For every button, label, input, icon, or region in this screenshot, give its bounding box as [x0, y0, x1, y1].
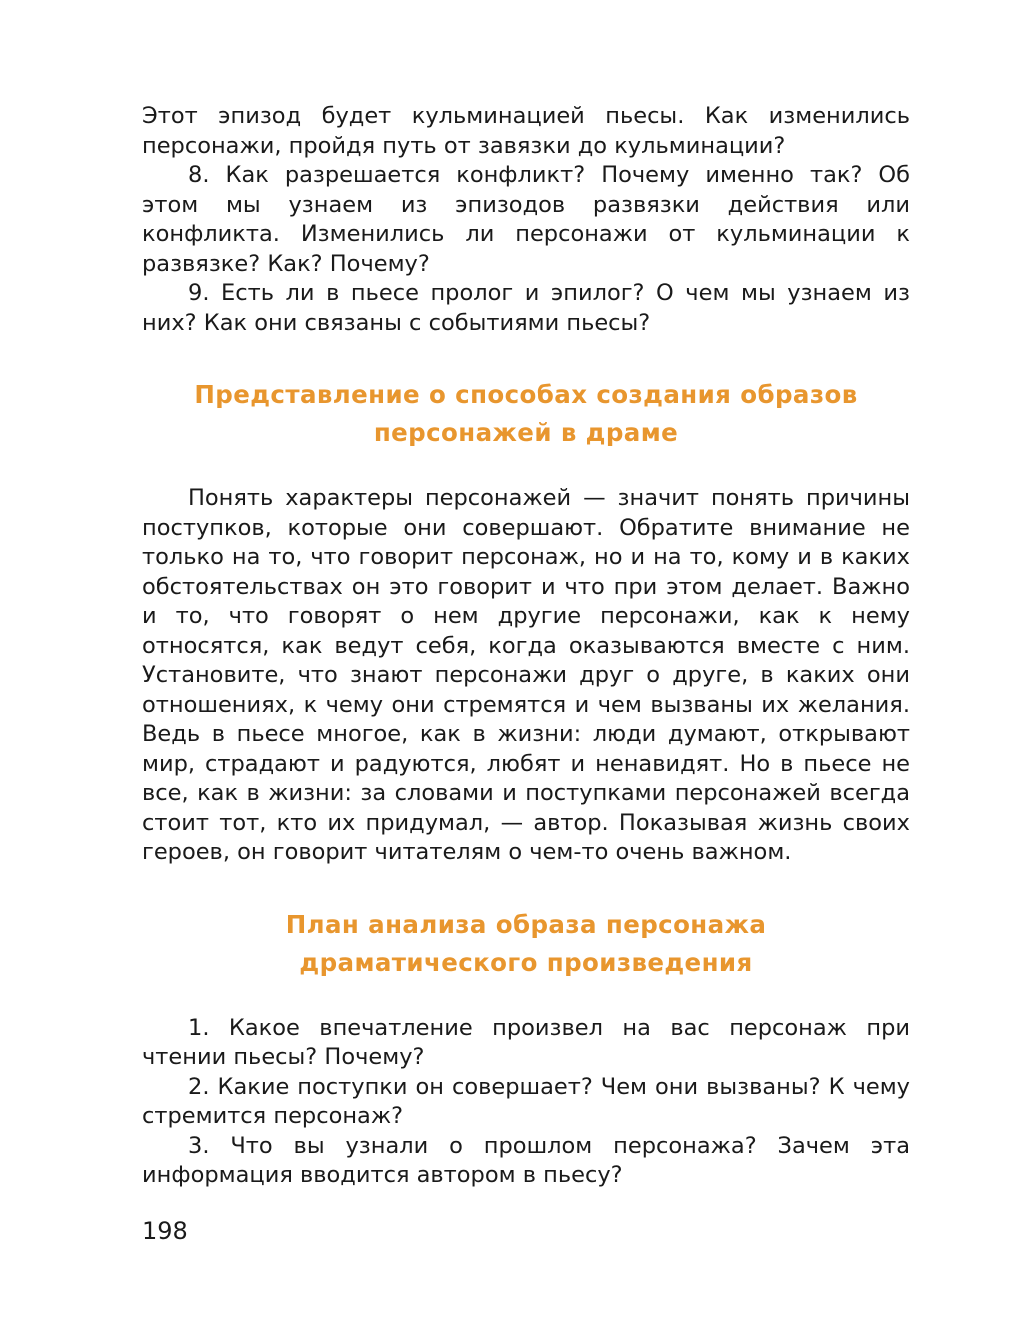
question-9: 9. Есть ли в пьесе пролог и эпилог? О чем мы узнаем из них? Как они связаны с событиями пьесы? [142, 280, 910, 336]
section-title-line: Представление о способах создания образов [194, 380, 858, 409]
section-title-analysis-plan [142, 906, 910, 982]
continued-paragraph: Этот эпизод будет кульминацией пьесы. Как изменились персонажи, пройдя путь от завязки до кульминации? [142, 103, 910, 159]
plan-item-3: 3. Что вы узнали о прошлом персонажа? Зачем эта информация вводится автором в пьесу? [142, 1132, 910, 1188]
page-content [142, 102, 910, 1191]
plan-item-2: 2. Какие поступки он совершает? Чем они вызваны? К чему стремится персонаж? [142, 1073, 910, 1129]
section-title-line: драматического произведения [299, 947, 753, 977]
section-title-character-creation [142, 376, 910, 452]
page-number: 198 [142, 1217, 188, 1245]
plan-item-1: 1. Какое впечатление произвел на вас персонаж при чтении пьесы? Почему? [142, 1014, 910, 1070]
question-8: 8. Как разрешается конфликт? Почему именно так? Об этом мы узнаем из эпизодов развязки действия или конфликта. Изменились ли персонажи от кульминации к развязке? Как? Почему? [142, 162, 910, 277]
section-body-paragraph: Понять характеры персонажей — значит понять причины поступков, которые они совершают. Обратите внимание не только на то, что говорит персонаж, но и на то, кому и в каких обстоятельствах он это говорит и что при этом делает. Важно и то, что говорят о нем другие персонажи, как к нему относятся, как ведут себя, когда оказываются вместе с ним. Установите, что знают персонажи друг о друге, в каких они отношениях, к чему они стремятся и чем вызваны их желания. Ведь в пьесе многое, как в жизни: люди думают, открывают мир, страдают и радуются, любят и ненавидят. Но в пьесе не все, как в жизни: за словами и поступками персонажей всегда стоит тот, кто их придумал, — автор. Показывая жизнь своих героев, он говорит читателям о чем-то очень важном. [142, 485, 910, 865]
section-title-line: персонажей в драме [373, 418, 679, 447]
section-title-line: План анализа образа персонажа [285, 909, 767, 939]
